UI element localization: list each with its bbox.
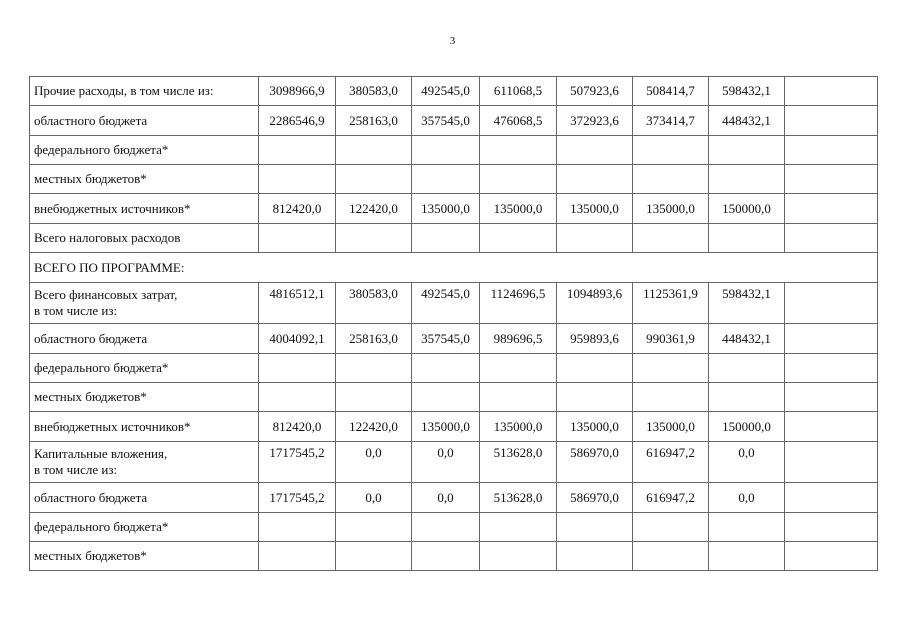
- table-cell: [709, 224, 785, 253]
- table-cell: 513628,0: [480, 442, 557, 483]
- table-cell: 135000,0: [412, 412, 480, 442]
- table-cell: 2286546,9: [259, 106, 336, 136]
- table-cell: 508414,7: [633, 77, 709, 106]
- table-cell: [785, 194, 878, 224]
- table-cell: 448432,1: [709, 324, 785, 354]
- table-cell: 150000,0: [709, 412, 785, 442]
- table-cell: 135000,0: [480, 412, 557, 442]
- table-cell: [709, 354, 785, 383]
- table-cell: [709, 165, 785, 194]
- table-cell: [557, 542, 633, 571]
- table-cell: [633, 542, 709, 571]
- table-cell: [785, 483, 878, 513]
- table-cell: [633, 136, 709, 165]
- table-cell: 989696,5: [480, 324, 557, 354]
- table-cell: [480, 354, 557, 383]
- table-cell: [336, 383, 412, 412]
- table-cell: [633, 383, 709, 412]
- table-cell: [785, 165, 878, 194]
- table-cell: [259, 224, 336, 253]
- table-cell: 357545,0: [412, 106, 480, 136]
- table-cell: [785, 442, 878, 483]
- table-cell: 990361,9: [633, 324, 709, 354]
- table-cell: [336, 542, 412, 571]
- table-cell: 0,0: [336, 442, 412, 483]
- table-cell: [412, 354, 480, 383]
- table-cell: [336, 224, 412, 253]
- table-cell: 380583,0: [336, 77, 412, 106]
- table-cell: [412, 165, 480, 194]
- table-cell: [557, 383, 633, 412]
- table-row: [30, 224, 878, 253]
- table-cell: [259, 165, 336, 194]
- table-cell: 598432,1: [709, 283, 785, 324]
- table-cell: 135000,0: [633, 194, 709, 224]
- table-cell: [336, 354, 412, 383]
- table-cell: 3098966,9: [259, 77, 336, 106]
- table-cell: 150000,0: [709, 194, 785, 224]
- row-label: Прочие расходы, в том числе из:: [30, 77, 259, 106]
- table-cell: [480, 542, 557, 571]
- table-row: [30, 283, 878, 324]
- table-cell: [633, 354, 709, 383]
- table-cell: [412, 136, 480, 165]
- table-cell: [412, 513, 480, 542]
- table-row: [30, 412, 878, 442]
- table-cell: 0,0: [412, 442, 480, 483]
- table-section-row: [30, 253, 878, 283]
- table-cell: [259, 542, 336, 571]
- table-cell: [557, 136, 633, 165]
- table-row: [30, 483, 878, 513]
- budget-table: [29, 76, 878, 571]
- table-cell: 135000,0: [557, 194, 633, 224]
- table-row: [30, 383, 878, 412]
- table-row: [30, 324, 878, 354]
- table-cell: 135000,0: [633, 412, 709, 442]
- table-row: [30, 354, 878, 383]
- row-label: федерального бюджета*: [30, 513, 259, 542]
- table-cell: 258163,0: [336, 324, 412, 354]
- row-label: внебюджетных источников*: [30, 412, 259, 442]
- table-cell: 1717545,2: [259, 442, 336, 483]
- table-cell: [336, 165, 412, 194]
- table-cell: 513628,0: [480, 483, 557, 513]
- table-cell: [709, 383, 785, 412]
- table-cell: [412, 383, 480, 412]
- table-cell: 611068,5: [480, 77, 557, 106]
- table-cell: 258163,0: [336, 106, 412, 136]
- table-cell: 4004092,1: [259, 324, 336, 354]
- table-cell: 4816512,1: [259, 283, 336, 324]
- table-cell: 616947,2: [633, 483, 709, 513]
- table-cell: [785, 224, 878, 253]
- table-cell: 0,0: [709, 483, 785, 513]
- table-cell: [480, 136, 557, 165]
- table-cell: 122420,0: [336, 412, 412, 442]
- table-cell: 135000,0: [480, 194, 557, 224]
- table-cell: [785, 513, 878, 542]
- table-cell: [709, 136, 785, 165]
- table-cell: 586970,0: [557, 442, 633, 483]
- table-cell: [785, 542, 878, 571]
- table-cell: [785, 283, 878, 324]
- table-cell: [709, 513, 785, 542]
- table-cell: 959893,6: [557, 324, 633, 354]
- table-cell: [336, 136, 412, 165]
- table-cell: [633, 513, 709, 542]
- row-label: Капитальные вложения, в том числе из:: [30, 442, 259, 483]
- table-cell: 616947,2: [633, 442, 709, 483]
- table-cell: [633, 165, 709, 194]
- section-heading: ВСЕГО ПО ПРОГРАММЕ:: [30, 253, 878, 283]
- table-cell: 476068,5: [480, 106, 557, 136]
- table-cell: [557, 354, 633, 383]
- table-row: [30, 542, 878, 571]
- table-cell: 1094893,6: [557, 283, 633, 324]
- table-cell: [785, 324, 878, 354]
- table-cell: 598432,1: [709, 77, 785, 106]
- row-label: областного бюджета: [30, 483, 259, 513]
- table-cell: 448432,1: [709, 106, 785, 136]
- table-cell: [557, 165, 633, 194]
- row-label: местных бюджетов*: [30, 165, 259, 194]
- table-cell: [412, 224, 480, 253]
- table-cell: 507923,6: [557, 77, 633, 106]
- table-cell: 380583,0: [336, 283, 412, 324]
- table-cell: 1124696,5: [480, 283, 557, 324]
- table-cell: 372923,6: [557, 106, 633, 136]
- table-cell: 812420,0: [259, 412, 336, 442]
- table-cell: 0,0: [412, 483, 480, 513]
- table-cell: 1717545,2: [259, 483, 336, 513]
- table-cell: [709, 542, 785, 571]
- table-row: [30, 106, 878, 136]
- row-label: федерального бюджета*: [30, 354, 259, 383]
- table-cell: [785, 106, 878, 136]
- table-cell: [480, 224, 557, 253]
- table-cell: [785, 354, 878, 383]
- table-cell: [412, 542, 480, 571]
- table-cell: [785, 383, 878, 412]
- table-cell: 373414,7: [633, 106, 709, 136]
- table-row: [30, 165, 878, 194]
- table-cell: 135000,0: [412, 194, 480, 224]
- row-label: Всего финансовых затрат, в том числе из:: [30, 283, 259, 324]
- table-row: [30, 77, 878, 106]
- table-cell: [259, 383, 336, 412]
- budget-table-body: [30, 77, 878, 571]
- row-label: местных бюджетов*: [30, 383, 259, 412]
- table-cell: [336, 513, 412, 542]
- table-row: [30, 136, 878, 165]
- page-number: 3: [449, 35, 456, 47]
- table-cell: [259, 136, 336, 165]
- table-cell: 122420,0: [336, 194, 412, 224]
- table-cell: [480, 513, 557, 542]
- table-cell: [785, 412, 878, 442]
- table-cell: 492545,0: [412, 77, 480, 106]
- table-cell: 0,0: [709, 442, 785, 483]
- table-cell: 586970,0: [557, 483, 633, 513]
- row-label: местных бюджетов*: [30, 542, 259, 571]
- row-label: Всего налоговых расходов: [30, 224, 259, 253]
- row-label: областного бюджета: [30, 106, 259, 136]
- table-row: [30, 513, 878, 542]
- table-cell: 0,0: [336, 483, 412, 513]
- table-cell: [480, 165, 557, 194]
- table-cell: [557, 224, 633, 253]
- table-cell: [633, 224, 709, 253]
- table-cell: [259, 354, 336, 383]
- table-cell: 357545,0: [412, 324, 480, 354]
- row-label: федерального бюджета*: [30, 136, 259, 165]
- table-cell: [480, 383, 557, 412]
- table-cell: [259, 513, 336, 542]
- table-cell: [557, 513, 633, 542]
- table-cell: [785, 136, 878, 165]
- table-cell: [785, 77, 878, 106]
- row-label: внебюджетных источников*: [30, 194, 259, 224]
- row-label: областного бюджета: [30, 324, 259, 354]
- table-row: [30, 442, 878, 483]
- table-cell: 1125361,9: [633, 283, 709, 324]
- table-cell: 492545,0: [412, 283, 480, 324]
- table-row: [30, 194, 878, 224]
- table-cell: 135000,0: [557, 412, 633, 442]
- table-cell: 812420,0: [259, 194, 336, 224]
